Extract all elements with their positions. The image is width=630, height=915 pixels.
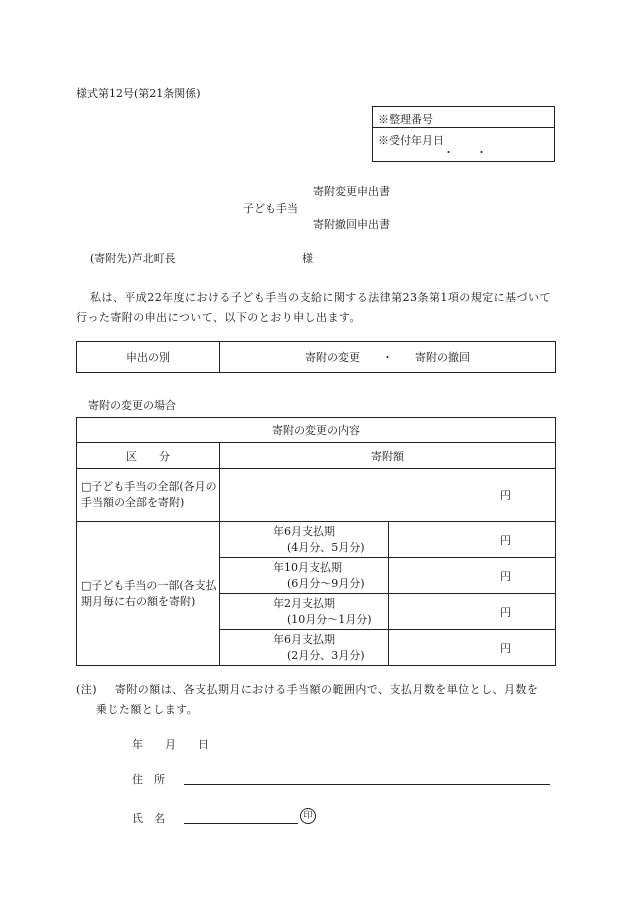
full-donation-option[interactable]: □子ども手当の全部(各月の手当額の全部を寄附) xyxy=(77,469,220,522)
period-amount[interactable]: 円 xyxy=(389,630,556,666)
form-number: 様式第12号(第21条関係) xyxy=(76,87,201,100)
date-field[interactable]: 年 月 日 xyxy=(132,738,209,751)
receipt-date-row xyxy=(373,128,554,161)
address-label: 住 所 xyxy=(132,773,165,786)
request-type-label: 申出の別 xyxy=(77,342,220,373)
reference-number-label: ※整理番号 xyxy=(378,113,433,126)
full-donation-amount[interactable]: 円 xyxy=(220,469,556,522)
note xyxy=(76,680,560,720)
receipt-date-label: ※受付年月日 xyxy=(378,134,444,147)
period-cell xyxy=(220,522,389,558)
period-name: 年10月支払期 xyxy=(273,560,342,574)
title-withdrawal: 寄附撤回申出書 xyxy=(313,218,390,231)
period-months: (2月分、3月分) xyxy=(287,648,365,662)
amount-column-header: 寄附額 xyxy=(220,443,556,469)
period-months: (6月分～9月分) xyxy=(287,576,365,590)
section-label: 寄附の変更の場合 xyxy=(88,399,176,412)
addressee: (寄附先)芦北町長 xyxy=(90,252,176,265)
addressee-honorific: 様 xyxy=(302,252,313,265)
period-cell xyxy=(220,558,389,594)
period-name: 年6月支払期 xyxy=(273,524,335,538)
note-text-line2: 乗じた額とします。 xyxy=(96,703,199,716)
address-input-line[interactable] xyxy=(184,784,550,785)
period-amount[interactable]: 円 xyxy=(389,558,556,594)
change-table-header: 寄附の変更の内容 xyxy=(77,418,556,443)
period-months: (10月分～1月分) xyxy=(287,612,372,626)
reference-box xyxy=(372,106,555,162)
request-type-options[interactable]: 寄附の変更 ・ 寄附の撤回 xyxy=(220,342,556,373)
body-paragraph xyxy=(76,288,560,328)
period-months: (4月分、5月分) xyxy=(287,540,365,554)
period-cell xyxy=(220,594,389,630)
reference-number-row xyxy=(373,107,554,128)
name-input-line[interactable] xyxy=(184,823,298,824)
period-name: 年6月支払期 xyxy=(273,632,335,646)
note-prefix: (注) xyxy=(76,683,97,696)
period-name: 年2月支払期 xyxy=(273,596,335,610)
period-amount[interactable]: 円 xyxy=(389,594,556,630)
receipt-date-placeholder: ・ ・ xyxy=(443,146,487,159)
note-text-line1: 寄附の額は、各支払期月における手当額の範囲内で、支払月数を単位とし、月数を xyxy=(114,683,539,696)
period-cell xyxy=(220,630,389,666)
title-child-allowance: 子ども手当 xyxy=(243,202,298,215)
name-label: 氏 名 xyxy=(132,812,165,825)
partial-donation-option[interactable]: □子ども手当の一部(各支払期月毎に右の額を寄附) xyxy=(77,522,220,666)
category-column-header: 区 分 xyxy=(77,443,220,469)
seal-mark: 印 xyxy=(300,808,316,824)
request-type-table xyxy=(76,341,556,373)
body-text: 私は、平成22年度における子ども手当の支給に関する法律第23条第1項の規定に基づいて行った寄附の申出について、以下のとおり申し出ます。 xyxy=(76,291,551,324)
change-details-table xyxy=(76,417,556,666)
title-change: 寄附変更申出書 xyxy=(313,185,390,198)
period-amount[interactable]: 円 xyxy=(389,522,556,558)
